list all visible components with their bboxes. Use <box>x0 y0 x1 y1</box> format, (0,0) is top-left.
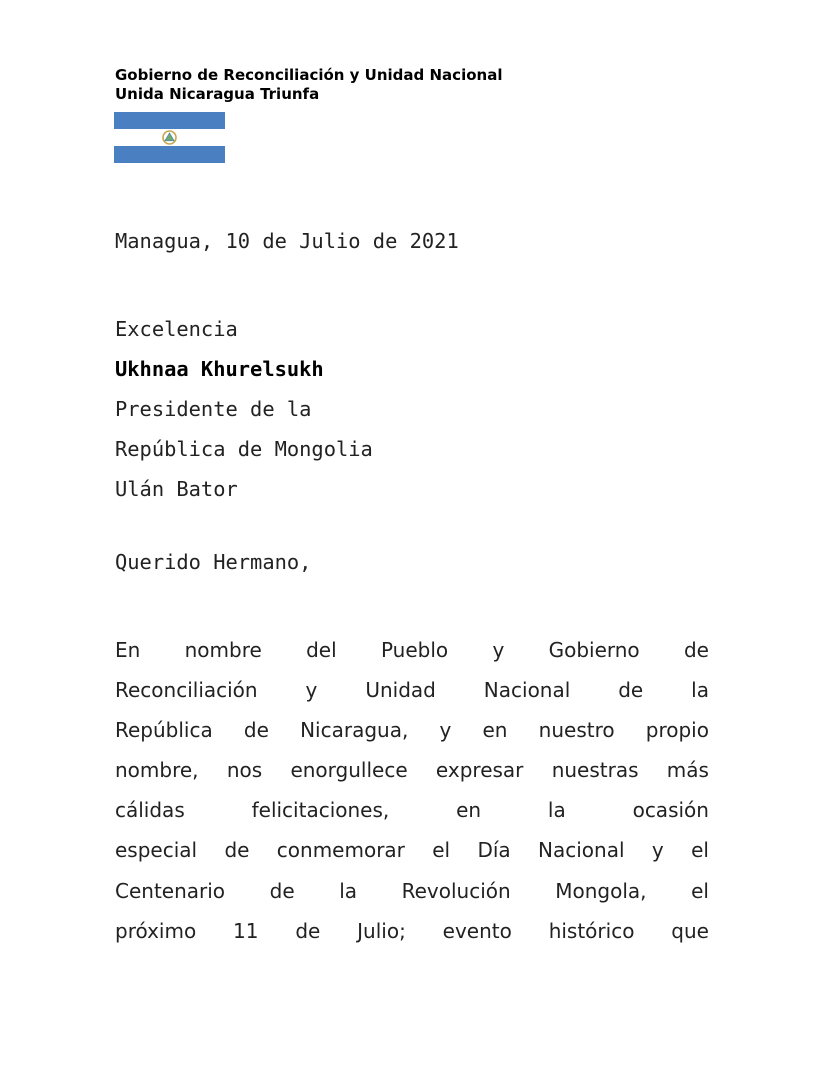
nicaragua-flag-icon <box>114 112 225 163</box>
letterhead-government-name: Gobierno de Reconciliación y Unidad Nacional <box>115 66 503 84</box>
body-word: la <box>547 798 566 823</box>
body-word: en <box>482 718 508 743</box>
body-word: el <box>432 838 451 863</box>
body-word: nuestro <box>538 718 615 743</box>
body-word: Día <box>477 838 511 863</box>
body-word: de <box>295 918 321 943</box>
body-word: enorgullece <box>290 758 408 783</box>
body-word: Julio; <box>357 918 406 943</box>
body-line <box>115 750 709 790</box>
body-line <box>115 911 709 951</box>
body-word: la <box>339 878 358 903</box>
letter-salutation: Querido Hermano, <box>115 550 312 574</box>
recipient-title: Excelencia <box>115 317 238 341</box>
body-word: Mongola, <box>555 878 647 903</box>
body-word: de <box>683 638 709 662</box>
body-word: que <box>671 918 709 943</box>
letterhead-motto: Unida Nicaragua Triunfa <box>115 85 320 103</box>
body-word: y <box>439 718 452 743</box>
body-word: de <box>269 878 295 903</box>
body-word: nuestras <box>551 758 639 783</box>
body-word: de <box>243 718 269 743</box>
body-word: Gobierno <box>548 638 640 662</box>
body-word: expresar <box>435 758 524 783</box>
body-word: Nacional <box>483 678 571 703</box>
body-word: Unidad <box>365 678 436 703</box>
body-word: y <box>492 638 505 662</box>
body-word: Centenario <box>115 878 226 903</box>
letter-body <box>115 630 709 951</box>
body-word: el <box>691 878 709 903</box>
recipient-name: Ukhnaa Khurelsukh <box>115 357 324 381</box>
body-line <box>115 710 709 750</box>
body-word: evento <box>442 918 512 943</box>
body-word: de <box>224 838 250 863</box>
body-line <box>115 670 709 710</box>
body-word: de <box>618 678 644 703</box>
recipient-city: Ulán Bator <box>115 477 238 501</box>
body-word: Nacional <box>538 838 625 863</box>
body-word: especial <box>115 838 198 863</box>
body-word: histórico <box>548 918 635 943</box>
body-word: del <box>306 638 337 662</box>
body-word: Reconciliación <box>115 678 258 703</box>
body-word: República <box>115 718 213 743</box>
body-word: nos <box>226 758 263 783</box>
body-word: la <box>691 678 709 703</box>
body-word: el <box>691 838 709 863</box>
body-word: ocasión <box>632 798 709 823</box>
recipient-position-line1: Presidente de la <box>115 397 312 421</box>
body-word: En <box>115 638 141 662</box>
body-word: y <box>305 678 318 703</box>
body-word: Revolución <box>401 878 511 903</box>
body-word: y <box>651 838 664 863</box>
letterhead <box>115 66 502 104</box>
body-word: más <box>666 758 709 783</box>
recipient-address <box>115 309 373 509</box>
body-word: nombre, <box>115 758 199 783</box>
body-line <box>115 871 709 911</box>
body-line <box>115 630 709 670</box>
body-word: nombre <box>184 638 262 662</box>
recipient-position-line2: República de Mongolia <box>115 437 373 461</box>
body-word: propio <box>645 718 709 743</box>
body-word: Pueblo <box>380 638 449 662</box>
body-word: felicitaciones, <box>251 798 390 823</box>
letter-date: Managua, 10 de Julio de 2021 <box>115 229 459 253</box>
body-word: Nicaragua, <box>300 718 409 743</box>
body-line <box>115 830 709 870</box>
body-word: en <box>456 798 482 823</box>
body-word: 11 <box>233 918 259 943</box>
body-word: cálidas <box>115 798 185 823</box>
body-word: próximo <box>115 918 197 943</box>
body-word: conmemorar <box>276 838 405 863</box>
body-line <box>115 790 709 830</box>
